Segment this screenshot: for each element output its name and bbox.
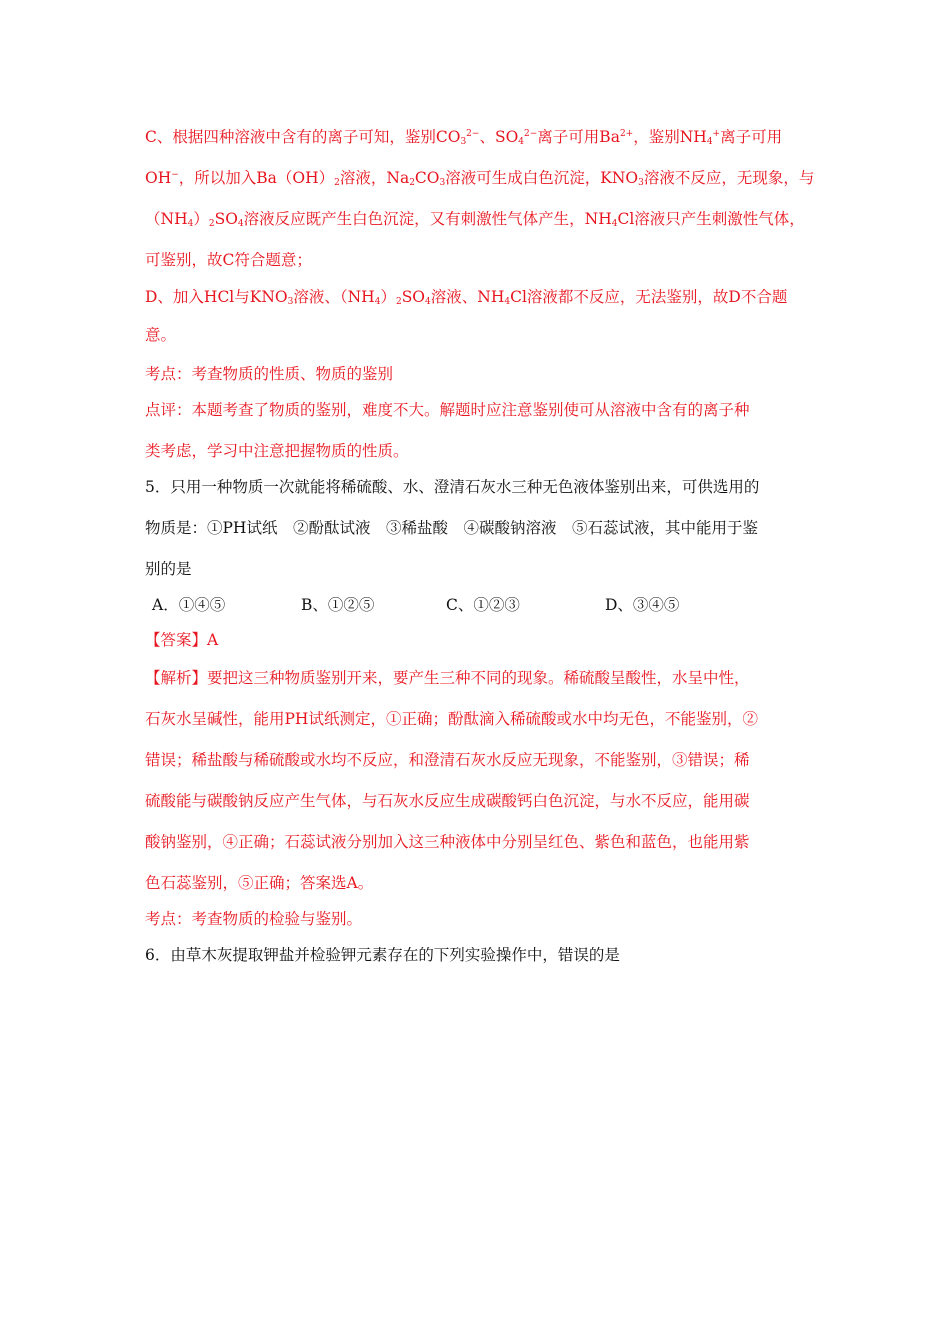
- q4-c-explanation-line1: C、根据四种溶液中含有的离子可知，鉴别$CO_3^{2-}$、$SO_4^{2-}$离子可用$Ba^{2+}$，鉴别$NH_4^+$离子可用: [145, 128, 783, 147]
- q5-analysis-line1: 【解析】要把这三种物质鉴别开来，要产生三种不同的现象。稀硫酸呈酸性，水呈中性，: [145, 669, 750, 687]
- q5-answer: 【答案】A: [145, 631, 219, 649]
- q5-analysis-line4: 硫酸能与碳酸钠反应产生气体，与石灰水反应生成碳酸钙白色沉淀，与水不反应，能用碳: [145, 792, 750, 810]
- q4-c-explanation-line2: OH−，所以加入$Ba(OH)_2$溶液，$Na_2CO_3$溶液可生成白色沉淀，$KNO_3$溶液不反应，无现象，与: [145, 169, 815, 188]
- q5-option-c: C、①②③: [446, 596, 520, 614]
- q5-stem-line3: 别的是: [145, 560, 192, 578]
- q5-kaodian: 考点：考查物质的检验与鉴别。: [145, 910, 363, 928]
- q6-stem-line1: 6．由草木灰提取钾盐并检验钾元素存在的下列实验操作中，错误的是: [145, 946, 620, 964]
- q5-analysis-line5: 酸钠鉴别，④正确；石蕊试液分别加入这三种液体中分别呈红色、紫色和蓝色，也能用紫: [145, 833, 750, 851]
- q4-c-explanation-line3: $(NH_4)_2SO_4$溶液反应既产生白色沉淀，又有刺激性气体产生，$NH_4Cl$溶液只产生刺激性气体，: [145, 210, 805, 229]
- q4-kaodian: 考点：考查物质的性质、物质的鉴别: [145, 365, 394, 383]
- q5-stem-line1: 5．只用一种物质一次就能将稀硫酸、水、澄清石灰水三种无色液体鉴别出来，可供选用的: [145, 478, 760, 496]
- q5-analysis-line6: 色石蕊鉴别，⑤正确；答案选A。: [145, 874, 374, 892]
- q5-stem-line2: 物质是：①PH试纸 ②酚酞试液 ③稀盐酸 ④碳酸钠溶液 ⑤石蕊试液，其中能用于鉴: [145, 519, 758, 537]
- q5-option-b: B、①②⑤: [301, 596, 375, 614]
- q4-dianping-line2: 类考虑，学习中注意把握物质的性质。: [145, 442, 409, 460]
- q5-option-a: A．①④⑤: [152, 596, 226, 614]
- q5-option-d: D、③④⑤: [605, 596, 680, 614]
- q4-dianping-line1: 点评：本题考查了物质的鉴别，难度不大。解题时应注意鉴别使可从溶液中含有的离子种: [145, 401, 750, 419]
- q5-analysis-line3: 错误；稀盐酸与稀硫酸或水均不反应，和澄清石灰水反应无现象，不能鉴别，③错误；稀: [145, 751, 750, 769]
- q4-c-explanation-line4: 可鉴别，故C符合题意；: [145, 251, 312, 269]
- q4-d-explanation-line2: 意。: [145, 326, 177, 344]
- q5-analysis-line2: 石灰水呈碱性，能用PH试纸测定，①正确；酚酞滴入稀硫酸或水中均无色，不能鉴别，②: [145, 710, 758, 728]
- q4-d-explanation-line1: D、加入HCl与$KNO_3$溶液、$(NH_4)_2SO_4$溶液、$NH_4Cl$溶液都不反应，无法鉴别，故D不合题: [145, 288, 788, 307]
